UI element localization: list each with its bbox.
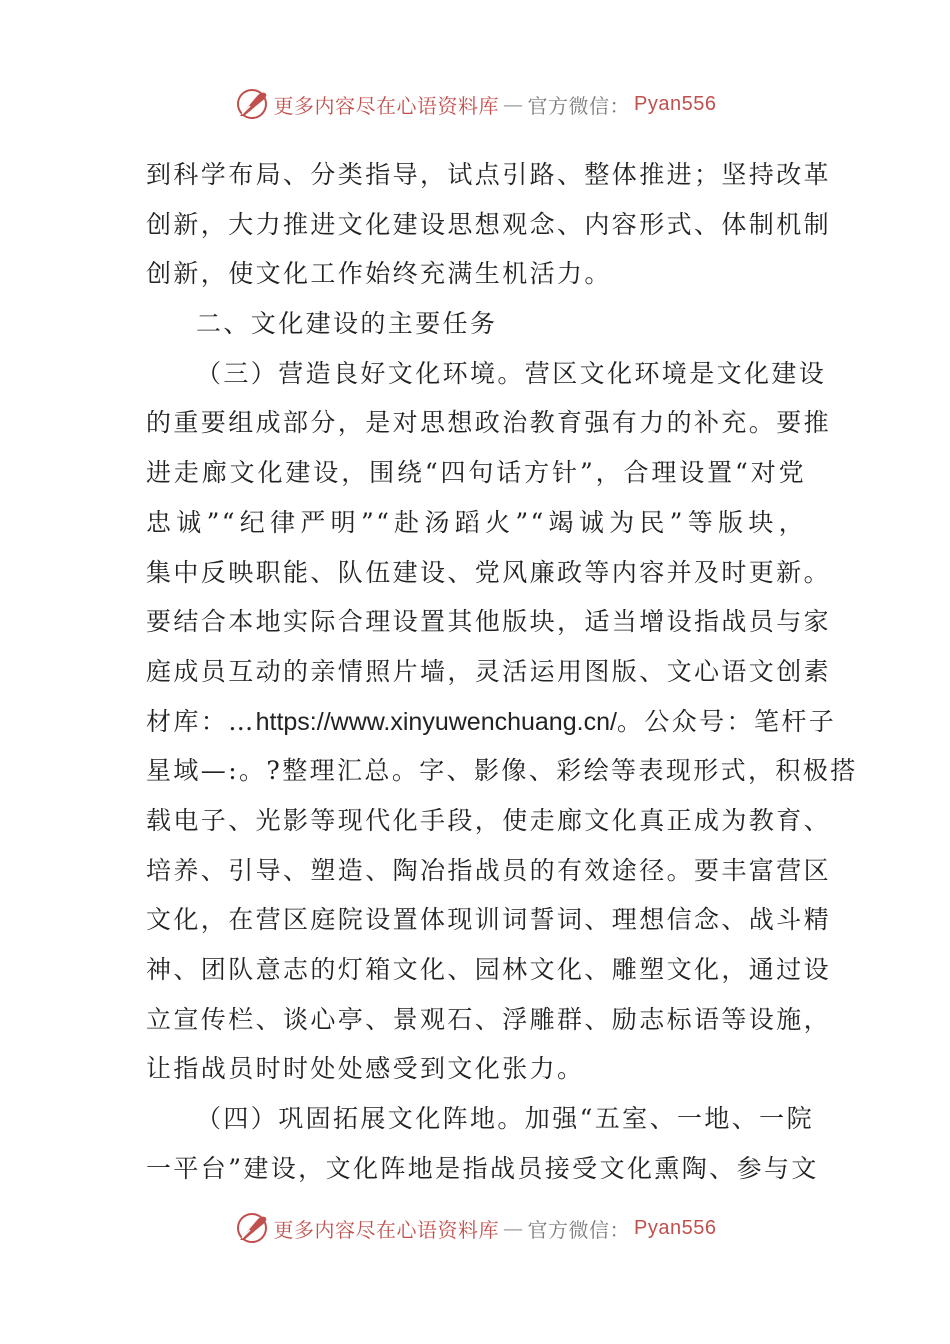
paragraph-start-line: （四）巩固拓展文化阵地。加强“五室、一地、一院	[196, 1104, 814, 1134]
text-line: 集中反映职能、队伍建设、党风廉政等内容并及时更新。	[146, 557, 832, 587]
banner-title: 更多内容尽在心语资料库	[273, 1217, 500, 1242]
banner-wechat-id: Pyan556	[634, 92, 717, 115]
text-line: 到科学布局、分类指导，试点引路、整体推进；坚持改革	[146, 160, 832, 189]
text-line: 要结合本地实际合理设置其他版块，适当增设指战员与家	[146, 607, 832, 637]
website-url: https://www.xinyuwenchuang.cn/	[255, 707, 617, 736]
text-line: 创新，使文化工作始终充满生机活力。	[146, 259, 612, 289]
document-body	[146, 150, 858, 1193]
text-line: 神、团队意志的灯箱文化、园林文化、雕塑文化，通过设	[146, 955, 832, 984]
text-line-with-url	[146, 697, 837, 747]
banner-wechat-id: Pyan556	[634, 1216, 717, 1239]
text-line: 立宣传栏、谈心亭、景观石、浮雕群、励志标语等设施，	[146, 1004, 832, 1034]
header-banner	[0, 84, 950, 124]
text-line: 让指战员时时处处感受到文化张力。	[146, 1054, 585, 1084]
banner-subtitle: 官方微信：	[527, 1217, 631, 1242]
quill-pen-logo-icon	[234, 1210, 270, 1246]
text-line: 进走廊文化建设，围绕“四句话方针”，合理设置“对党	[146, 458, 806, 488]
text-line: 的重要组成部分，是对思想政治教育强有力的补充。要推	[146, 408, 832, 438]
footer-banner	[0, 1208, 950, 1248]
text-line: 载电子、光影等现代化手段，使走廊文化真正成为教育、	[146, 805, 832, 835]
text-line: 培养、引导、塑造、陶冶指战员的有效途径。要丰富营区	[146, 855, 832, 885]
banner-separator: —	[503, 1216, 524, 1240]
text-line: 星域—:。?整理汇总。字、影像、彩绘等表现形式，积极搭	[146, 756, 858, 786]
text-line: 忠诚”“纪律严明”“赴汤蹈火”“竭诚为民”等版块，	[146, 507, 806, 537]
banner-title: 更多内容尽在心语资料库	[273, 93, 500, 118]
paragraph-start-line: （三）营造良好文化环境。营区文化环境是文化建设	[196, 358, 827, 388]
url-suffix: 。公众号：笔杆子	[616, 706, 837, 736]
text-line: 文化，在营区庭院设置体现训词誓词、理想信念、战斗精	[146, 905, 832, 935]
section-heading: 二、文化建设的主要任务	[196, 309, 498, 339]
quill-pen-logo-icon	[234, 86, 270, 122]
text-line: 创新，大力推进文化建设思想观念、内容形式、体制机制	[146, 209, 832, 239]
banner-separator: —	[503, 92, 524, 116]
url-prefix: 材库：…	[146, 706, 256, 736]
banner-subtitle: 官方微信：	[527, 93, 631, 118]
text-line: 庭成员互动的亲情照片墙，灵活运用图版、文心语文创素	[146, 656, 832, 686]
text-line: 一平台”建设，文化阵地是指战员接受文化熏陶、参与文	[146, 1153, 819, 1183]
